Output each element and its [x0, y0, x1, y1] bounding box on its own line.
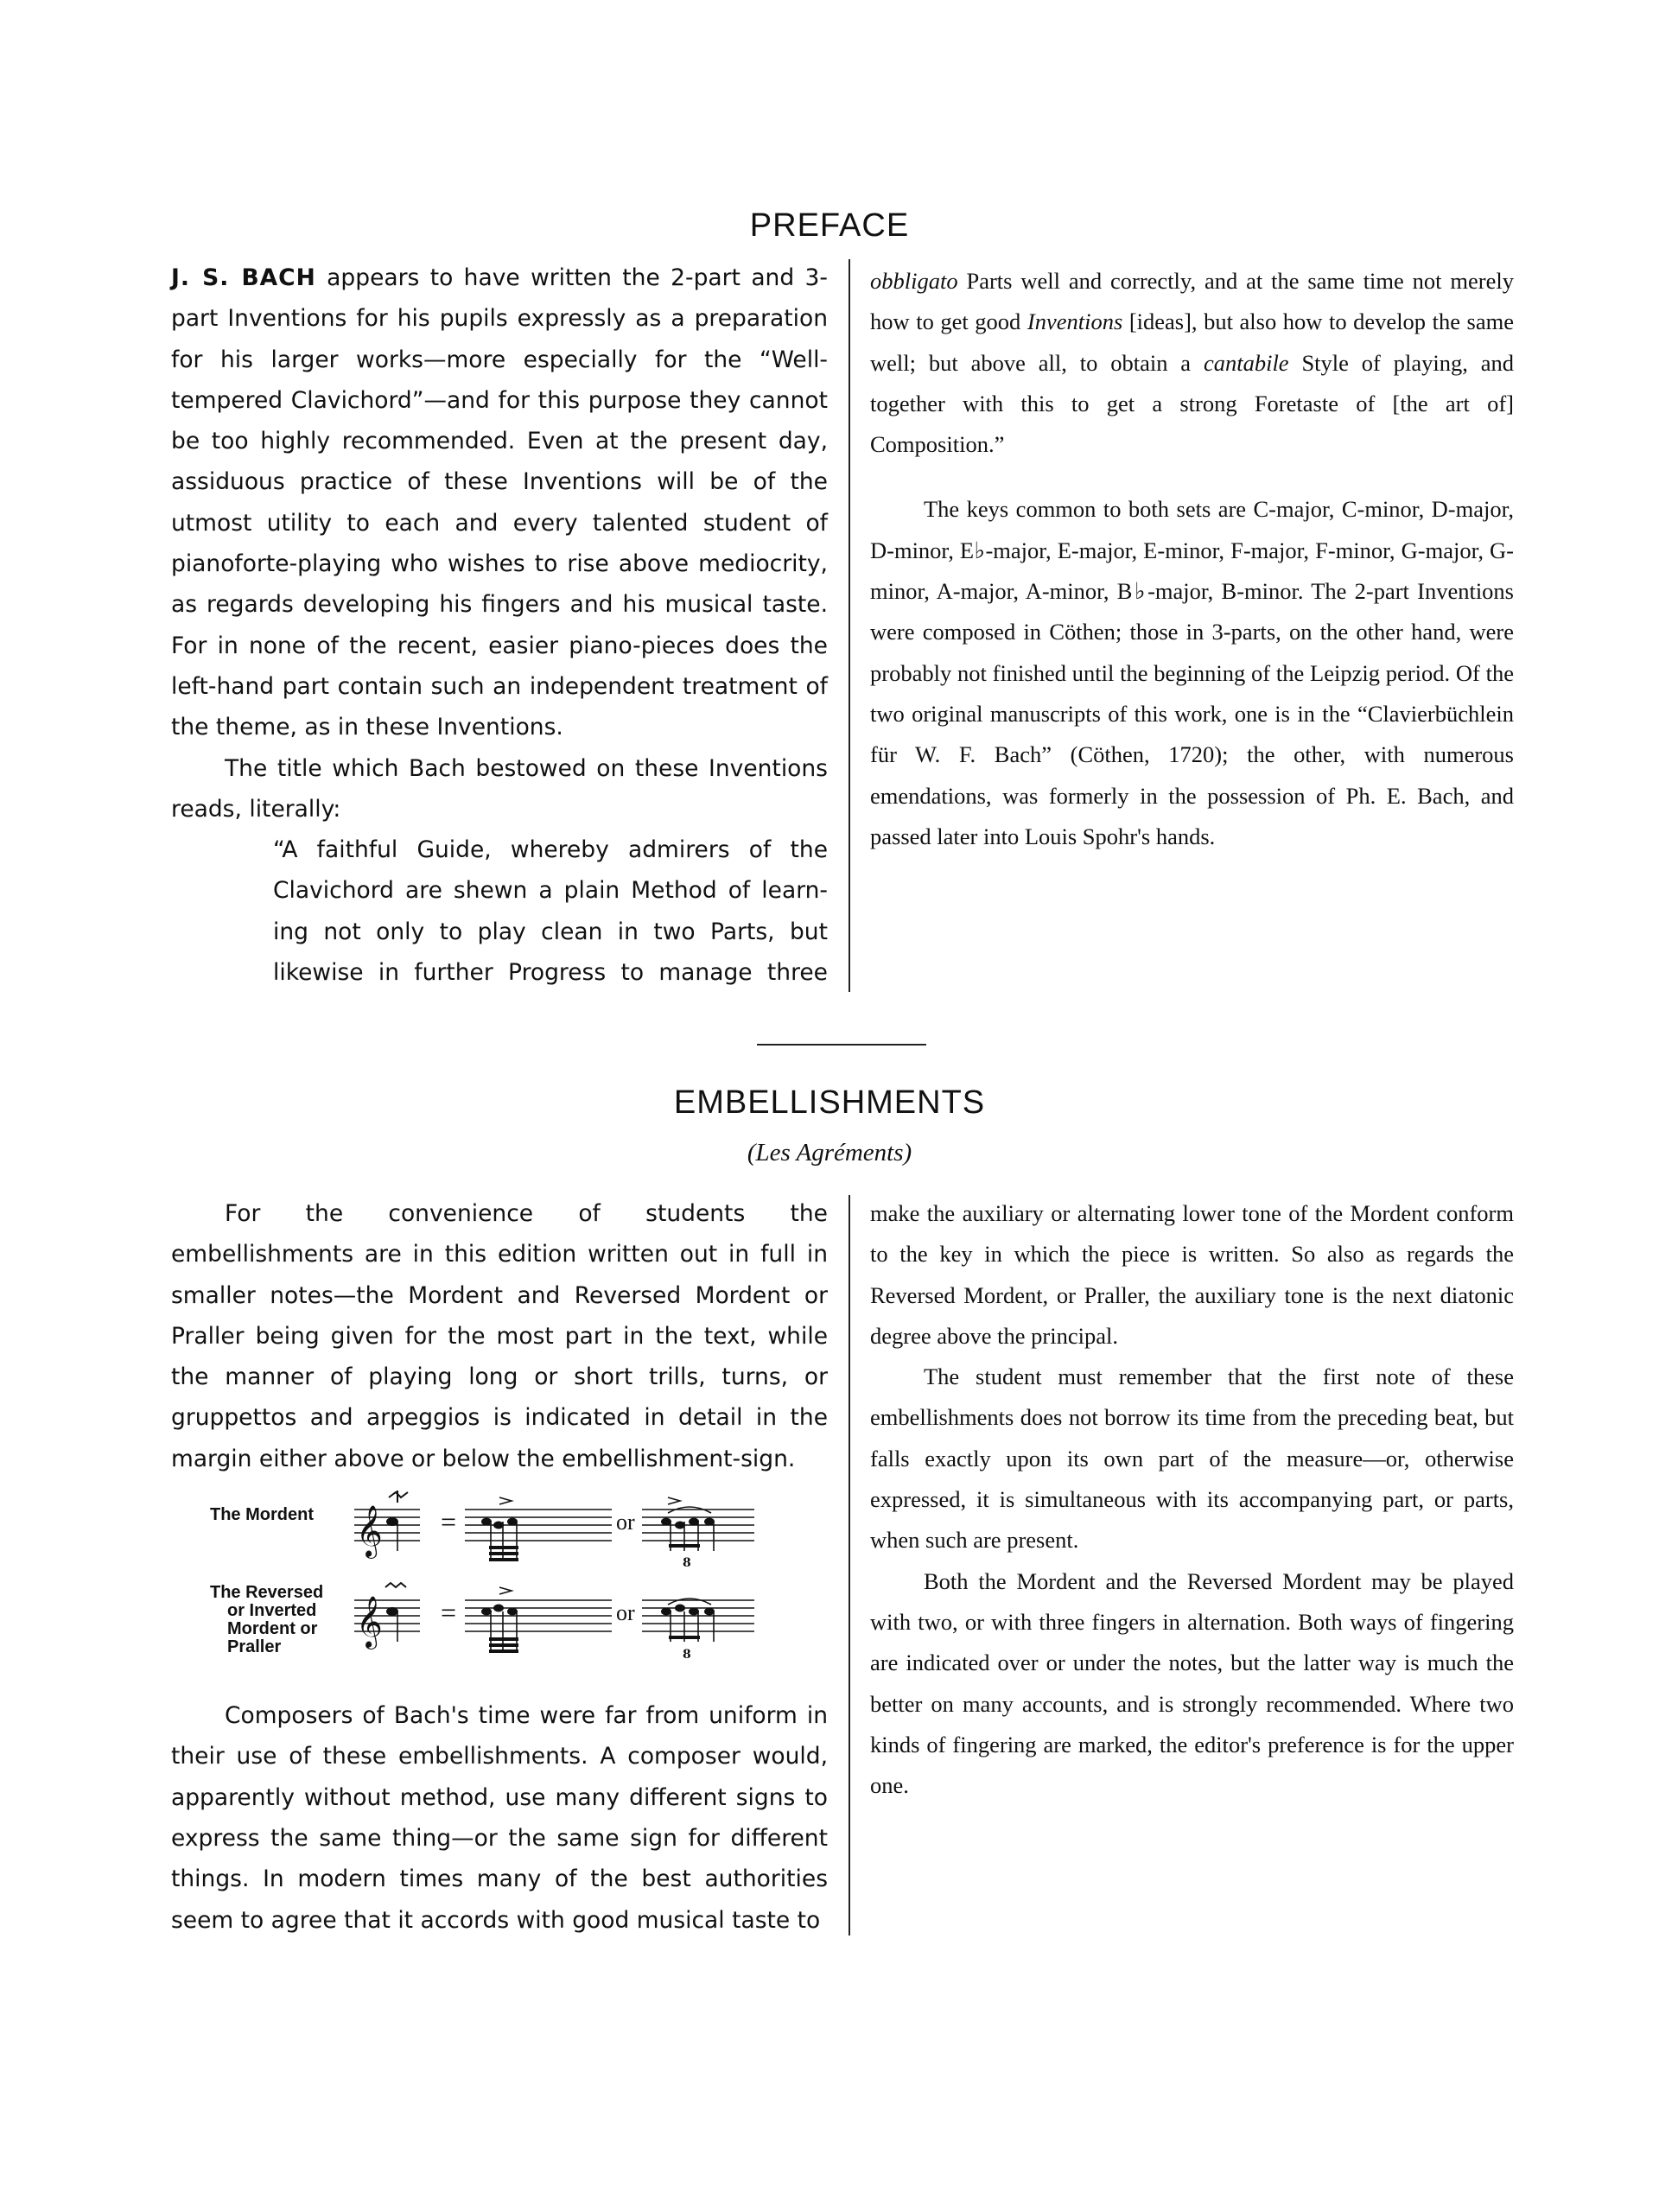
label-line: Praller [227, 1637, 282, 1656]
quote-line: likewise in further Progress to manage three [273, 959, 828, 987]
quote-text: [ideas], but also how to develop the same well; but above all, to obtain a [870, 308, 1514, 376]
keys-paragraph: The keys common to both sets are C-major, C-minor, D-major, D-minor, E♭-major, E-major, E-minor, F-major, F-minor, G-major, G-minor, A-major, A-minor, B♭-major, B-minor. The 2-part Inventions were composed in Cöthen; those in 3-parts, on the other hand, were probably not finished until the beginning of the Leipzig period. Of the two original manuscripts of this work, one is in the “Clavierbüchlein für W. F. Bach” (Cöthen, 1720); the other, with numerous emendations, was formerly in the possession of Ph. E. Bach, and passed later into Louis Spohr's hands. [870, 496, 1514, 849]
svg-text:𝄞: 𝄞 [356, 1505, 383, 1557]
preface-left-column [171, 257, 828, 993]
svg-text:8: 8 [683, 1556, 691, 1570]
quote-line: “A faithful Guide, whereby admirers of the [273, 836, 828, 864]
quote-continuation [870, 261, 1514, 465]
label-line: Mordent or [227, 1619, 318, 1638]
preface-right-column [870, 261, 1514, 857]
embellishments-right-column [870, 1193, 1514, 1806]
italic-obbligato: obbligato [870, 268, 958, 294]
title-quote [273, 830, 828, 993]
embellishments-right-paragraph-1: make the auxiliary or alternating lower tone of the Mordent conform to the key in which the piece is written. So also as regards the Reversed Mordent, or Praller, the auxiliary tone is the next diatonic degree above the principal. [870, 1200, 1514, 1349]
embellishments-heading: EMBELLISHMENTS [673, 1084, 986, 1121]
or-word: or [616, 1510, 635, 1535]
quote-text: Parts well and correctly, and at the same time not merely how to get good [870, 268, 1514, 335]
quote-line: ing not only to play clean in two Parts, but [273, 918, 828, 945]
preface-paragraph-1 [171, 257, 828, 748]
embellishments-subtitle: (Les Agréments) [747, 1139, 912, 1166]
preface-column-divider [849, 259, 850, 992]
section-separator [757, 1044, 926, 1046]
mordent-label: The Mordent [210, 1505, 314, 1524]
italic-inventions: Inventions [1027, 308, 1123, 335]
equals-sign: = [441, 1597, 457, 1628]
bach-name: J. S. BACH [171, 264, 316, 291]
ornament-examples [171, 1491, 828, 1698]
praller-staff-2 [465, 1600, 612, 1631]
svg-text:𝄞: 𝄞 [356, 1596, 383, 1648]
label-line: The Reversed [210, 1583, 324, 1602]
preface-paragraph-2: The title which Bach bestowed on these Inventions reads, literally: [171, 754, 828, 823]
italic-cantabile: cantabile [1203, 349, 1289, 376]
preface-paragraph-1-text: appears to have written the 2-part and 3-part Inventions for his pupils expressly as a preparation for his larger works—more especially for the “Well-tempered Clavichord”—and for this purpose they cannot be too highly recommended. Even at the present day, assiduous practice of these Inventions will be of the utmost utility to each and every talented student of pianoforte-playing who wishes to rise above mediocrity, as regards developing his fingers and his musical taste. For in none of the recent, easier piano-pieces does the left-hand part contain such an independent treatment of the theme, as in these Inventions. [171, 264, 828, 741]
music-staves [171, 1491, 828, 1698]
svg-text:8: 8 [683, 1648, 691, 1662]
quote-line: Clavichord are shewn a plain Method of learn- [273, 877, 828, 905]
embellishments-right-paragraph-2: The student must remember that the first note of these embellishments does not borrow its time from the preceding beat, but falls exactly upon its own part of the measure—or, otherwise expressed, it is simultaneous with its accompanying part, or parts, when such are present. [870, 1363, 1514, 1554]
label-line: or Inverted [227, 1601, 317, 1620]
quote-text: Style of playing, and together with this to get a strong Foretaste of [the art of] Composition.” [870, 349, 1514, 458]
embellishments-paragraph-2: Composers of Bach's time were far from uniform in their use of these embellishments. A composer would, apparently without method, use many different signs to express the same thing—or the same sign for different things. In modern times many of the best authorities seem to agree that it accords with good musical taste to [171, 1702, 828, 1934]
preface-heading: PREFACE [749, 207, 910, 244]
embellishments-paragraph-1: For the convenience of students the embellishments are in this edition written out in full in smaller notes—the Mordent and Reversed Mordent or Praller being given for the most part in the text, while the manner of playing long or short trills, turns, or gruppettos and arpeggios is indicated in detail in the margin either above or below the embellishment-sign. [171, 1200, 828, 1472]
or-word: or [616, 1600, 635, 1625]
equals-sign: = [441, 1506, 457, 1537]
embellishments-column-divider [849, 1195, 850, 1936]
embellishments-right-paragraph-3: Both the Mordent and the Reversed Mordent may be played with two, or with three fingers in alternation. Both ways of fingering are indicated over or under the notes, but the latter way is much the better on many accounts, and is strongly recommended. Where two kinds of fingering are marked, the editor's preference is for the upper one. [870, 1567, 1514, 1799]
